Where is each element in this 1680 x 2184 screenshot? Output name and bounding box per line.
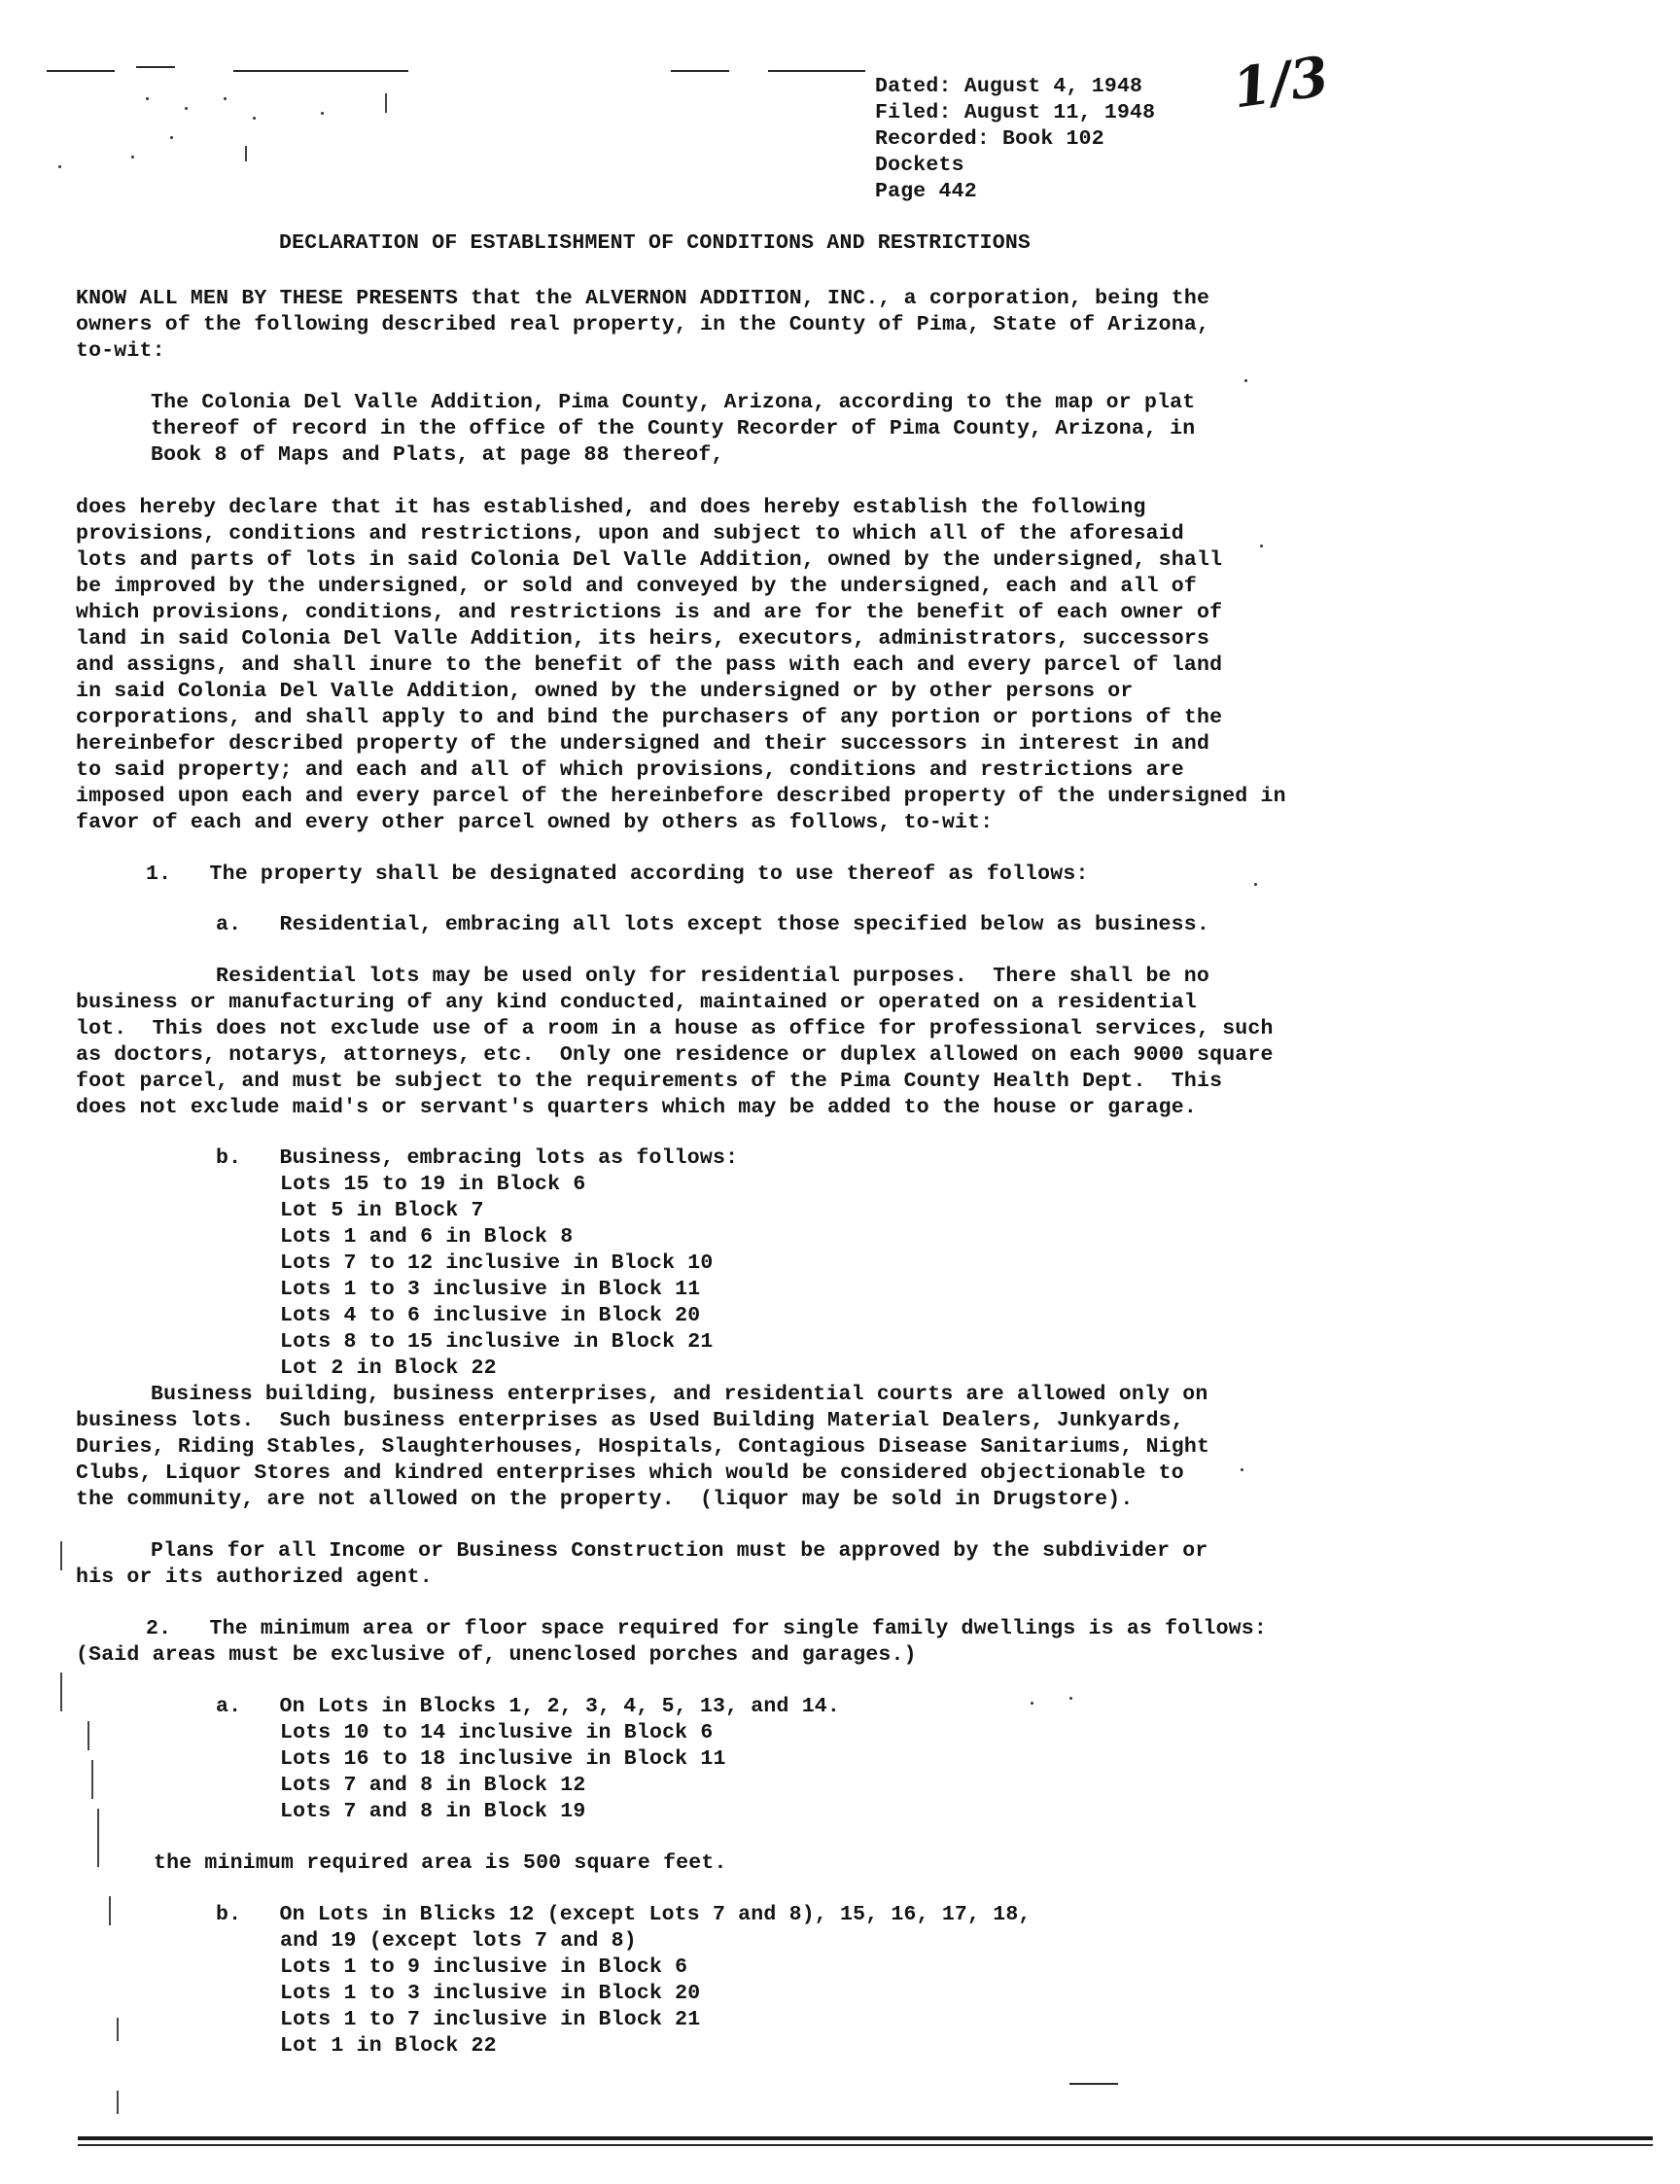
lot-list-item: Lots 1 to 7 inclusive in Block 21 — [280, 2008, 701, 2031]
body-line: The Colonia Del Valle Addition, Pima County, Arizona, according to the map or plat — [151, 391, 1196, 414]
scan-artifact — [47, 70, 115, 72]
header-dockets: Dockets — [875, 154, 964, 177]
lot-list-item: Lots 7 and 8 in Block 19 — [280, 1800, 586, 1823]
scan-artifact — [58, 165, 61, 168]
scan-artifact — [185, 107, 188, 110]
body-line: Plans for all Income or Business Construction must be approved by the subdivider or — [151, 1539, 1208, 1563]
body-line: does hereby declare that it has established, and does hereby establish the following — [76, 496, 1146, 519]
body-line: Book 8 of Maps and Plats, at page 88 thereof, — [151, 443, 724, 467]
body-line: thereof of record in the office of the County Recorder of Pima County, Arizona, in — [151, 417, 1196, 440]
scan-artifact — [146, 97, 149, 100]
body-line: KNOW ALL MEN BY THESE PRESENTS that the ALVERNON ADDITION, INC., a corporation, being the — [76, 287, 1210, 310]
body-line: owners of the following described real property, in the County of Pima, State of Arizona, — [76, 313, 1210, 336]
body-line: corporations, and shall apply to and bind the purchasers of any portion or portions of the — [76, 706, 1223, 729]
body-line: as doctors, notarys, attorneys, etc. Only one residence or duplex allowed on each 9000 square — [76, 1043, 1274, 1067]
section-2-heading: 2. The minimum area or floor space required for single family dwellings is as follows: — [146, 1617, 1267, 1640]
scan-artifact — [1069, 2083, 1118, 2085]
handwritten-page-mark: 1/3 — [1228, 44, 1333, 122]
body-line: imposed upon each and every parcel of the hereinbefore described property of the undersigned in — [76, 785, 1286, 808]
body-line: does not exclude maid's or servant's quarters which may be added to the house or garage. — [76, 1096, 1197, 1119]
body-line: lot. This does not exclude use of a room in a house as office for professional services, such — [76, 1017, 1274, 1040]
body-line: in said Colonia Del Valle Addition, owned by the undersigned or by other persons or — [76, 680, 1134, 703]
section-2b-heading: b. On Lots in Blicks 12 (except Lots 7 and 8), 15, 16, 17, 18, — [216, 1903, 1032, 1926]
bottom-rule — [78, 2136, 1653, 2140]
body-line: business or manufacturing of any kind conducted, maintained or operated on a residential — [76, 991, 1197, 1014]
body-line: be improved by the undersigned, or sold and conveyed by the undersigned, each and all of — [76, 575, 1197, 598]
scan-artifact — [1069, 1697, 1072, 1700]
lot-list-item: Lots 16 to 18 inclusive in Block 11 — [280, 1747, 726, 1771]
body-line: (Said areas must be exclusive of, unenclosed porches and garages.) — [76, 1643, 917, 1667]
body-line: provisions, conditions and restrictions, upon and subject to which all of the aforesaid — [76, 522, 1184, 546]
lot-list-item: Lots 4 to 6 inclusive in Block 20 — [280, 1304, 701, 1327]
scan-artifact — [321, 112, 324, 115]
scan-artifact — [170, 136, 173, 139]
scan-artifact — [91, 1760, 93, 1799]
scan-artifact — [60, 1541, 62, 1570]
lot-list-item: Lots 1 to 3 inclusive in Block 11 — [280, 1278, 701, 1301]
scan-artifact — [245, 146, 247, 161]
body-line: the minimum required area is 500 square feet. — [154, 1851, 727, 1875]
body-line: land in said Colonia Del Valle Addition, its heirs, executors, administrators, successors — [76, 627, 1210, 651]
scan-artifact — [131, 156, 134, 159]
lot-list-item: Lots 7 and 8 in Block 12 — [280, 1774, 586, 1797]
scan-artifact — [768, 70, 865, 72]
header-page: Page 442 — [875, 180, 977, 203]
scan-artifact — [1260, 545, 1263, 547]
lot-list-item: and 19 (except lots 7 and 8) — [280, 1929, 637, 1953]
section-1-heading: 1. The property shall be designated according to use thereof as follows: — [146, 863, 1089, 886]
scan-artifact — [233, 70, 408, 72]
bottom-rule — [78, 2144, 1653, 2146]
scan-artifact — [1254, 883, 1257, 886]
lot-list-item: Lot 2 in Block 22 — [280, 1356, 497, 1380]
lot-list-item: Lots 1 to 3 inclusive in Block 20 — [280, 1982, 701, 2005]
scan-artifact — [60, 1673, 62, 1711]
scan-artifact — [253, 117, 256, 120]
body-line: business lots. Such business enterprises as Used Building Material Dealers, Junkyards, — [76, 1409, 1184, 1432]
body-line: hereinbefor described property of the undersigned and their successors in interest in and — [76, 732, 1210, 756]
lot-list-item: Lots 1 and 6 in Block 8 — [280, 1225, 574, 1249]
scan-artifact — [224, 97, 227, 100]
header-dated: Dated: August 4, 1948 — [875, 75, 1143, 98]
scan-artifact — [88, 1721, 89, 1750]
body-line: favor of each and every other parcel owned by others as follows, to-wit: — [76, 811, 994, 834]
body-line: lots and parts of lots in said Colonia Del Valle Addition, owned by the undersigned, shall — [76, 548, 1223, 572]
scan-artifact — [1031, 1702, 1033, 1705]
scan-artifact — [1241, 1468, 1243, 1471]
body-line: his or its authorized agent. — [76, 1566, 433, 1589]
scan-artifact — [117, 2091, 119, 2114]
section-2a-heading: a. On Lots in Blocks 1, 2, 3, 4, 5, 13, and 14. — [216, 1695, 841, 1718]
scan-artifact — [136, 66, 175, 68]
scan-artifact — [385, 93, 387, 113]
body-line: Clubs, Liquor Stores and kindred enterprises which would be considered objectionable to — [76, 1462, 1184, 1485]
body-line: which provisions, conditions, and restrictions is and are for the benefit of each owner of — [76, 601, 1223, 624]
body-line: to said property; and each and all of which provisions, conditions and restrictions are — [76, 758, 1184, 782]
lot-list-item: Lots 15 to 19 in Block 6 — [280, 1173, 586, 1196]
scan-artifact — [1244, 379, 1247, 382]
lot-list-item: Lots 1 to 9 inclusive in Block 6 — [280, 1955, 688, 1979]
body-line: foot parcel, and must be subject to the requirements of the Pima County Health Dept. This — [76, 1070, 1223, 1093]
body-line: and assigns, and shall inure to the benefit of the pass with each and every parcel of land — [76, 653, 1223, 677]
body-line: Duries, Riding Stables, Slaughterhouses, Hospitals, Contagious Disease Sanitariums, Night — [76, 1435, 1210, 1459]
body-line: to-wit: — [76, 339, 165, 363]
lot-list-item: Lots 7 to 12 inclusive in Block 10 — [280, 1251, 714, 1275]
scan-artifact — [97, 1809, 99, 1867]
lot-list-item: Lot 5 in Block 7 — [280, 1199, 484, 1222]
lot-list-item: Lots 10 to 14 inclusive in Block 6 — [280, 1721, 714, 1744]
lot-list-item: Lot 1 in Block 22 — [280, 2034, 497, 2058]
body-line: Residential lots may be used only for residential purposes. There shall be no — [216, 965, 1209, 988]
section-1a-heading: a. Residential, embracing all lots except those specified below as business. — [216, 913, 1209, 936]
lot-list-item: Lots 8 to 15 inclusive in Block 21 — [280, 1330, 714, 1354]
document-title: DECLARATION OF ESTABLISHMENT OF CONDITIONS AND RESTRICTIONS — [279, 231, 1032, 255]
section-1b-heading: b. Business, embracing lots as follows: — [216, 1146, 739, 1170]
scan-artifact — [671, 70, 729, 72]
header-recorded: Recorded: Book 102 — [875, 127, 1104, 151]
body-line: the community, are not allowed on the property. (liquor may be sold in Drugstore). — [76, 1488, 1134, 1511]
scan-artifact — [117, 2018, 119, 2041]
header-filed: Filed: August 11, 1948 — [875, 101, 1156, 124]
body-line: Business building, business enterprises, and residential courts are allowed only on — [151, 1383, 1208, 1406]
scan-artifact — [109, 1896, 111, 1925]
